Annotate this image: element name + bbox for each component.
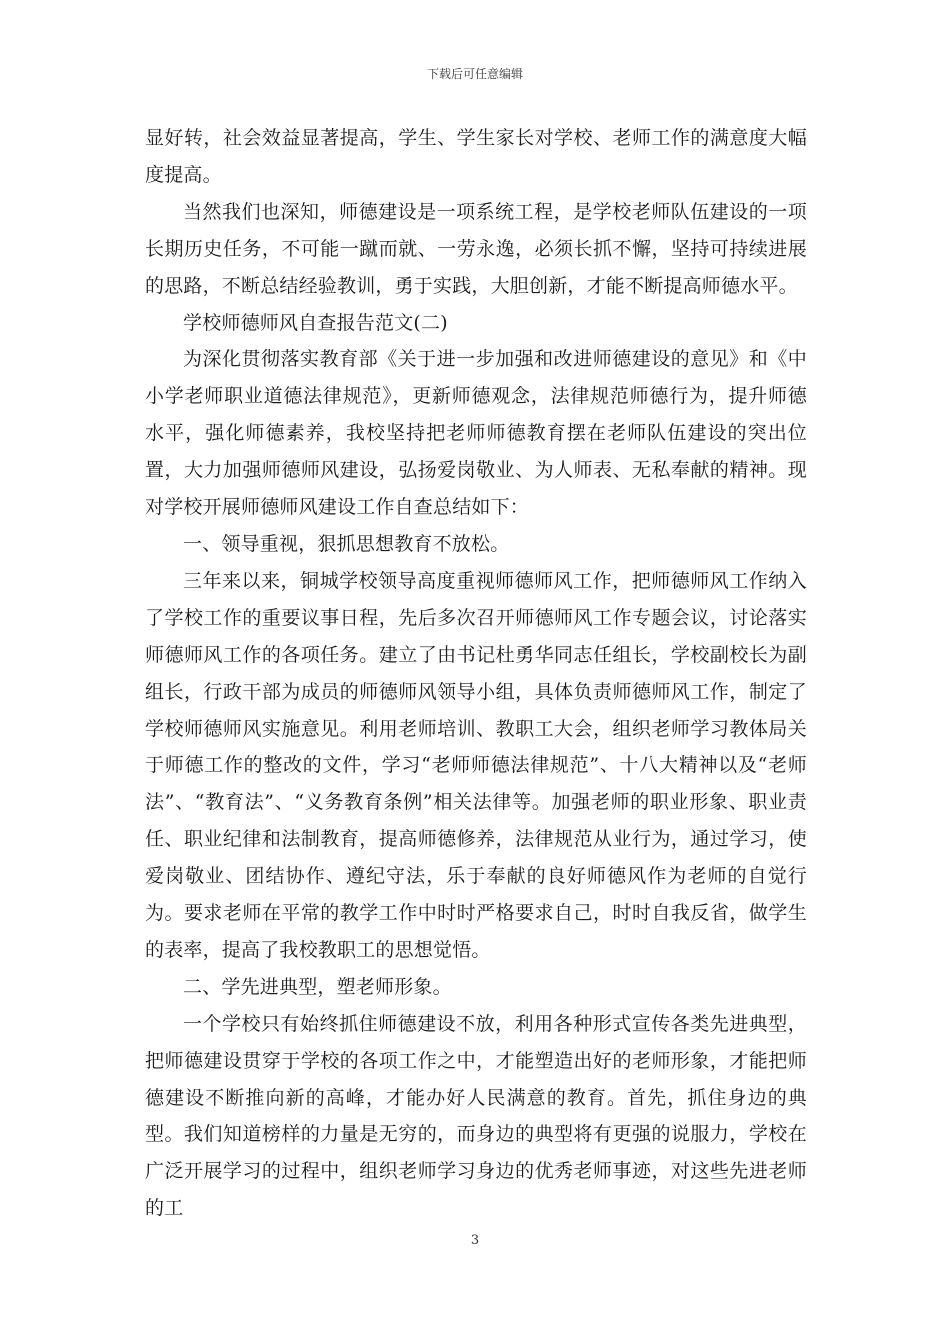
page-header-note: 下载后可任意编辑: [426, 67, 523, 81]
paragraph: 三年来以来，铜城学校领导高度重视师德师风工作，把师德师风工作纳入了学校工作的重要议事日程，先后多次召开师德师风工作专题会议，讨论落实师德师风工作的各项任务。建立了由书记杜勇华同志任组长，学校副校长为副组长，行政干部为成员的师德师风领导小组，具体负责师德师风工作，制定了学校师德师风实施意见。利用老师培训、教职工大会，组织老师学习教体局关于师德工作的整改的文件，学习“老师师德法律规范”、十八大精神以及“老师法”、“教育法”、“义务教育条例”相关法律等。加强老师的职业形象、职业责任、职业纪律和法制教育，提高师德修养，法律规范从业行为，通过学习，使爱岗敬业、团结协作、遵纪守法，乐于奉献的良好师德风作为老师的自觉行为。要求老师在平常的教学工作中时时严格要求自己，时时自我反省，做学生的表率，提高了我校教职工的思想觉悟。: [145, 569, 807, 961]
paragraph: 当然我们也深知，师德建设是一项系统工程，是学校老师队伍建设的一项长期历史任务，不可能一蹴而就、一劳永逸，必须长抓不懈，坚持可持续进展的思路，不断总结经验教训，勇于实践，大胆创新，才能不断提高师德水平。: [145, 200, 807, 297]
paragraph-continuation: 显好转，社会效益显著提高，学生、学生家长对学校、老师工作的满意度大幅度提高。: [145, 127, 807, 186]
subheading: 二、学先进典型，塑老师形象。: [183, 975, 452, 998]
section-heading: 学校师德师风自查报告范文(二): [183, 311, 448, 334]
paragraph: 为深化贯彻落实教育部《关于进一步加强和改进师德建设的意见》和《中小学老师职业道德法律规范》，更新师德观念，法律规范师德行为，提升师德水平，强化师德素养，我校坚持把老师师德教育摆在老师队伍建设的突出位置，大力加强师德师风建设，弘扬爱岗敬业、为人师表、无私奉献的精神。现对学校开展师德师风建设工作自查总结如下：: [145, 348, 807, 519]
paragraph: 一个学校只有始终抓住师德建设不放，利用各种形式宣传各类先进典型，把师德建设贯穿于学校的各项工作之中，才能塑造出好的老师形象，才能把师德建设不断推向新的高峰，才能办好人民满意的教育。首先，抓住身边的典型。我们知道榜样的力量是无穷的，而身边的典型将有更强的说服力，学校在广泛开展学习的过程中，组织老师学习身边的优秀老师事迹，对这些先进老师的工: [145, 1012, 807, 1220]
document-body: [145, 120, 807, 1227]
page-number: 3: [470, 1233, 480, 1248]
subheading: 一、领导重视，狠抓思想教育不放松。: [183, 532, 510, 555]
